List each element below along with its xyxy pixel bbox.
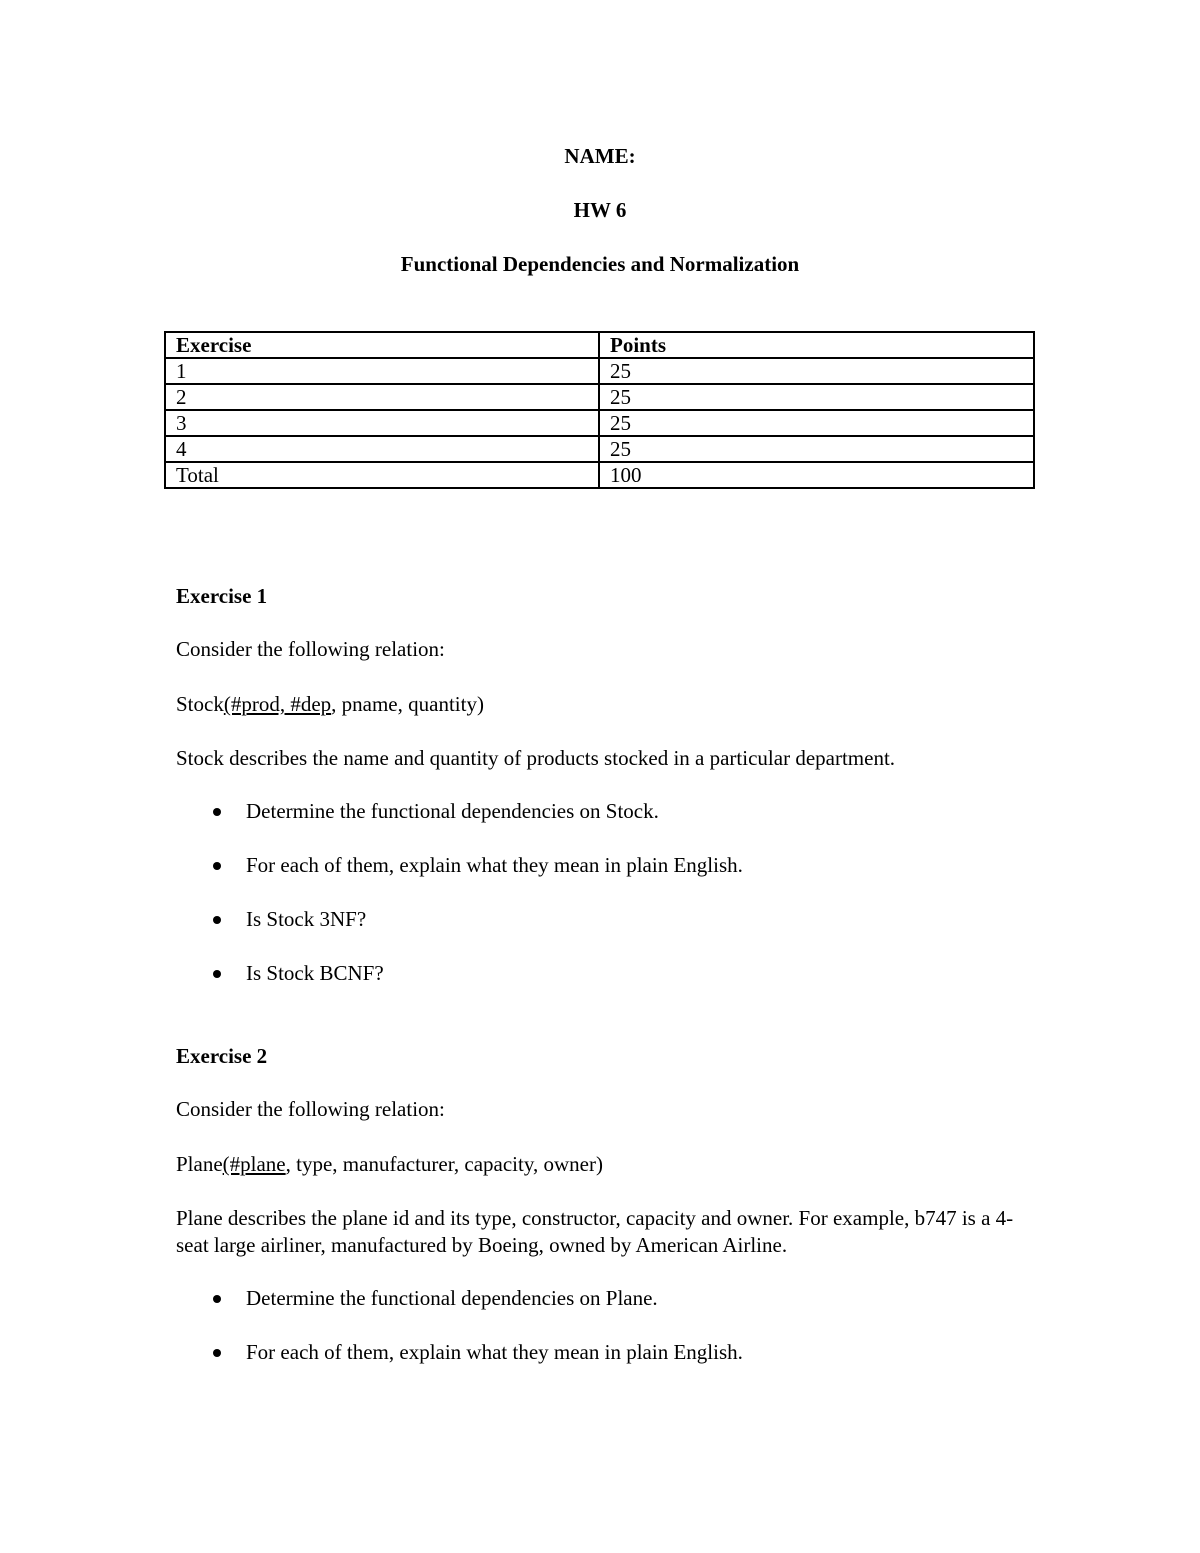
table-row [165,384,1034,410]
question-text: For each of them, explain what they mean in plain English. [246,853,743,877]
list-item [176,1285,1036,1339]
exercise-2-intro: Consider the following relation: [176,1097,445,1121]
table-cell-points: 25 [599,358,1034,384]
exercise-1-description: Stock describes the name and quantity of products stocked in a particular department. [176,746,896,770]
table-row [165,410,1034,436]
relation-attributes: , pname, quantity) [331,692,484,716]
list-item [176,1339,1036,1393]
list-item [176,906,1036,960]
bullet-icon [213,970,221,978]
exercise-1-heading: Exercise 1 [176,584,268,608]
relation-name: Stock [176,692,224,716]
exercise-2-relation [176,1151,1036,1178]
list-item [176,852,1036,906]
table-cell-exercise: Total [165,462,599,488]
question-text: Is Stock BCNF? [246,961,384,985]
table-cell-exercise: 3 [165,410,599,436]
points-table [164,331,1035,489]
exercise-2-description: Plane describes the plane id and its type, constructor, capacity and owner. For example, b747 is a 4-seat large airliner, manufactured by Boeing, owned by American Airline. [176,1206,1014,1257]
exercise-1-relation [176,691,1036,718]
table-cell-points: 25 [599,410,1034,436]
exercise-2-questions [176,1285,1036,1393]
table-cell-exercise: 4 [165,436,599,462]
table-row-total [165,462,1034,488]
bullet-icon [213,808,221,816]
exercise-2-heading: Exercise 2 [176,1044,268,1068]
table-cell-points: 25 [599,384,1034,410]
relation-key: (#plane [222,1152,286,1176]
relation-name: Plane [176,1152,223,1176]
table-cell-points: 100 [599,462,1034,488]
list-item [176,960,1036,1014]
bullet-icon [213,1349,221,1357]
bullet-icon [213,916,221,924]
table-cell-points: 25 [599,436,1034,462]
list-item [176,798,1036,852]
question-text: Determine the functional dependencies on Plane. [246,1286,658,1310]
question-text: Is Stock 3NF? [246,907,367,931]
name-heading: NAME: [564,144,636,168]
question-text: Determine the functional dependencies on Stock. [246,799,659,823]
relation-key: (#prod, #dep [223,692,332,716]
question-text: For each of them, explain what they mean in plain English. [246,1340,743,1364]
table-cell-exercise: 1 [165,358,599,384]
bullet-icon [213,1295,221,1303]
table-row [165,436,1034,462]
hw-number-heading: HW 6 [573,198,627,222]
table-header-exercise: Exercise [165,332,599,358]
table-cell-exercise: 2 [165,384,599,410]
table-header-row [165,332,1034,358]
table-row [165,358,1034,384]
table-header-points: Points [599,332,1034,358]
bullet-icon [213,862,221,870]
relation-attributes: , type, manufacturer, capacity, owner) [285,1152,603,1176]
document-title: Functional Dependencies and Normalization [400,252,800,276]
exercise-1-questions [176,798,1036,1014]
exercise-1-intro: Consider the following relation: [176,637,445,661]
